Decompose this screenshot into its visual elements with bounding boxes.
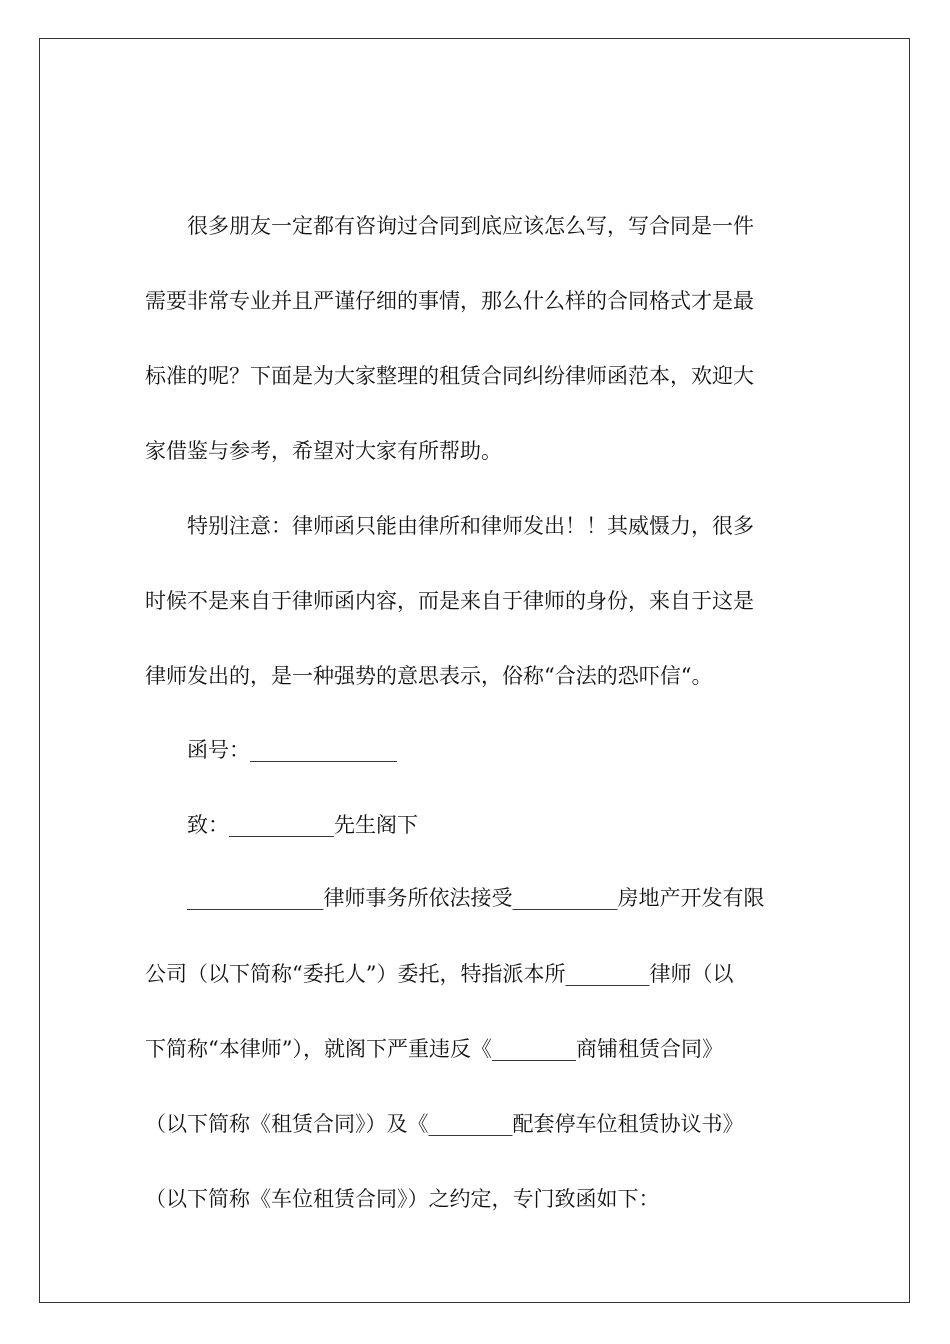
body-line-2: 公司（以下简称“委托人”）委托，特指派本所________律师（以	[145, 962, 734, 986]
notice-line-1: 特别注意：律师函只能由律所和律师发出！！其威慑力，很多	[145, 514, 754, 538]
intro-line-3: 标准的呢？下面是为大家整理的租赁合同纠纷律师函范本，欢迎大	[145, 364, 754, 388]
body-line-3: 下简称“本律师”），就阁下严重违反《________商铺租赁合同》	[145, 1037, 723, 1061]
notice-line-3: 律师发出的，是一种强势的意思表示，俗称“合法的恐吓信“。	[145, 664, 713, 688]
notice-line-2: 时候不是来自于律师函内容，而是来自于律师的身份，来自于这是	[145, 589, 754, 613]
body-line-1: _____________律师事务所依法接受__________房地产开发有限	[145, 886, 765, 910]
letter-number: 函号：______________	[145, 738, 397, 762]
body-line-5: （以下简称《车位租赁合同》）之约定，专门致函如下：	[145, 1187, 660, 1211]
intro-line-4: 家借鉴与参考，希望对大家有所帮助。	[145, 439, 502, 463]
intro-line-2: 需要非常专业并且严谨仔细的事情，那么什么样的合同格式才是最	[145, 289, 754, 313]
intro-line-1: 很多朋友一定都有咨询过合同到底应该怎么写，写合同是一件	[145, 214, 754, 238]
body-line-4: （以下简称《租赁合同》）及《________配套停车位租赁协议书》	[145, 1112, 744, 1136]
recipient-line: 致：__________先生阁下	[145, 813, 418, 837]
